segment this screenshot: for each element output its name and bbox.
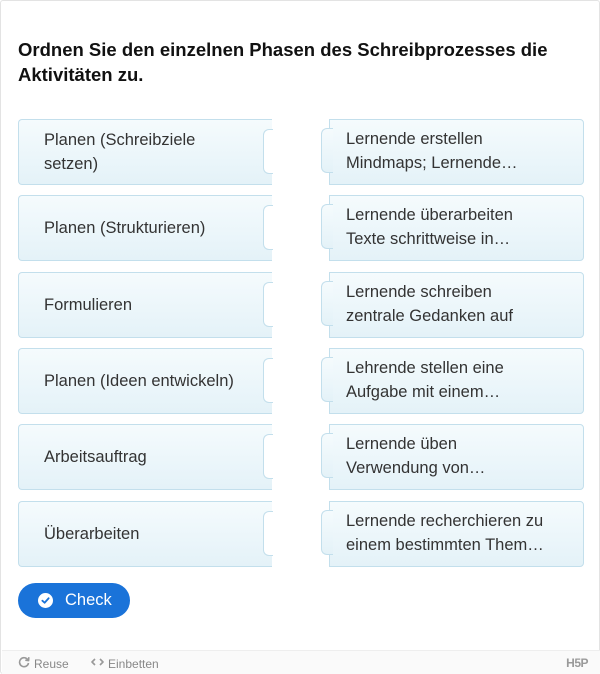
pair-row — [1, 424, 600, 490]
phase-term-3 — [18, 272, 272, 338]
pair-row — [1, 272, 600, 338]
activity-draggable-1[interactable] — [321, 119, 584, 185]
check-button[interactable] — [18, 583, 130, 618]
phase-term-label: Planen (Strukturieren) — [44, 219, 206, 237]
phase-term-1 — [18, 119, 272, 185]
phase-term-6 — [18, 501, 272, 567]
check-button-label: Check — [65, 591, 112, 609]
activity-draggable-6[interactable] — [321, 501, 584, 567]
check-circle-icon — [38, 593, 53, 608]
phase-term-label: Planen (Schreibziele setzen) — [44, 131, 196, 173]
h5p-actions-bar — [2, 650, 600, 674]
dropzone-slot[interactable] — [263, 511, 273, 556]
pair-row — [1, 501, 600, 567]
phase-term-4 — [18, 348, 272, 414]
phase-term-5 — [18, 424, 272, 490]
activity-draggable-2[interactable] — [321, 195, 584, 261]
phase-term-label: Formulieren — [44, 296, 133, 314]
phase-term-label: Planen (Ideen entwickeln) — [44, 372, 234, 390]
phase-term-label: Überarbeiten — [44, 525, 140, 543]
reuse-icon — [18, 656, 34, 671]
activity-label: Lernende schreiben zentrale Gedanken auf — [346, 283, 513, 325]
pair-row — [1, 348, 600, 414]
reuse-button[interactable] — [18, 656, 69, 671]
phase-term-2 — [18, 195, 272, 261]
pair-row — [1, 195, 600, 261]
h5p-logo[interactable]: H5P — [566, 656, 588, 670]
activity-label: Lehrende stellen eine Aufgabe mit einem… — [346, 359, 504, 401]
dropzone-slot[interactable] — [263, 434, 273, 479]
phase-term-label: Arbeitsauftrag — [44, 448, 147, 466]
dropzone-slot[interactable] — [263, 282, 273, 327]
activity-label: Lernende überarbeiten Texte schrittweise in… — [346, 206, 513, 248]
activity-draggable-5[interactable] — [321, 424, 584, 490]
activity-draggable-3[interactable] — [321, 272, 584, 338]
embed-label: Einbetten — [108, 656, 159, 671]
activity-draggable-4[interactable] — [321, 348, 584, 414]
question-title: Ordnen Sie den einzelnen Phasen des Schreibprozesses die Aktivitäten zu. — [18, 39, 548, 85]
activity-label: Lernende üben Verwendung von… — [346, 435, 486, 477]
embed-code-icon — [91, 656, 108, 671]
dropzone-slot[interactable] — [263, 205, 273, 250]
dropzone-slot[interactable] — [263, 358, 273, 403]
pair-row — [1, 119, 600, 185]
dropzone-slot[interactable] — [263, 129, 273, 174]
reuse-label: Reuse — [34, 656, 69, 671]
activity-label: Lernende recherchieren zu einem bestimmten Them… — [346, 512, 544, 554]
embed-button[interactable] — [91, 656, 159, 671]
activity-label: Lernende erstellen Mindmaps; Lernende… — [346, 130, 518, 172]
